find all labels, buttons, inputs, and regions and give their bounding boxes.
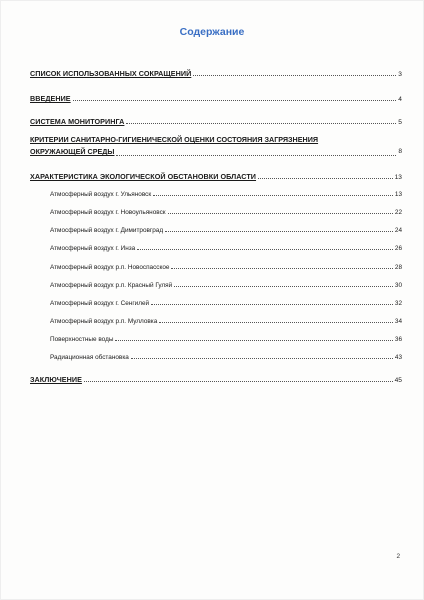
toc-entry-label-line1: КРИТЕРИИ САНИТАРНО-ГИГИЕНИЧЕСКОЙ ОЦЕНКИ СОСТОЯНИЯ ЗАГРЯЗНЕНИЯ [30,135,319,144]
toc-subentry-novoulyanovsk[interactable] [30,209,402,216]
toc-entry-label: Атмосферный воздух р.п. Красный Гуляй [50,282,173,289]
toc-entry-page: 13 [394,191,402,198]
toc-entry-page: 4 [398,96,402,103]
toc-entry-label: ХАРАКТЕРИСТИКА ЭКОЛОГИЧЕСКОЙ ОБСТАНОВКИ ОБЛАСТИ [30,172,257,181]
toc-entry-label: Радиационная обстановка [50,354,129,361]
dot-leader [73,99,397,101]
toc-entry-label-line2: ОКРУЖАЮЩЕЙ СРЕДЫ [30,147,115,156]
toc-entry-page: 22 [394,209,402,216]
toc-subentry-dimitrovgrad[interactable] [30,227,402,234]
toc-subentry-sengilei[interactable] [30,300,402,307]
toc-entry-label: Атмосферный воздух г. Инза [50,245,136,252]
toc-entry-label: Атмосферный воздух г. Новоульяновск [50,209,166,216]
toc-subentry-radiation[interactable] [30,354,402,361]
toc-entry-page: 26 [394,245,402,252]
dot-leader [168,212,393,214]
dot-leader [126,122,396,124]
toc-entry-label: СИСТЕМА МОНИТОРИНГА [30,117,125,126]
toc-entry-label: ЗАКЛЮЧЕНИЕ [30,375,82,384]
toc-entry-page: 24 [394,227,402,234]
toc-entry-page: 45 [394,377,402,384]
toc-subentry-krasny-gulyai[interactable] [30,282,402,289]
dot-leader [165,230,393,232]
toc-entry-page: 5 [398,119,402,126]
dot-leader [151,303,393,305]
toc-entry-criteria[interactable] [30,134,402,158]
toc-entry-label: Поверхностные воды [50,336,114,343]
toc-entry-ecology[interactable] [30,172,402,181]
toc-entry-page: 36 [394,336,402,343]
dot-leader [258,177,393,179]
dot-leader [171,267,392,269]
toc-subentry-surface-water[interactable] [30,336,402,343]
page-title: Содержание [179,26,245,38]
toc-entry-label: Атмосферный воздух г. Ульяновск [50,191,152,198]
toc-subentry-mullovka[interactable] [30,318,402,325]
toc-entry-label: ВВЕДЕНИЕ [30,94,71,103]
dot-leader [131,357,393,359]
dot-leader [115,339,392,341]
toc-entry-label: СПИСОК ИСПОЛЬЗОВАННЫХ СОКРАЩЕНИЙ [30,69,192,78]
toc-entry-page: 30 [394,282,402,289]
dot-leader [116,154,396,156]
dot-leader [159,321,393,323]
toc-subentry-novospasskoe[interactable] [30,264,402,271]
toc-entry-label: Атмосферный воздух р.п. Мулловка [50,318,158,325]
toc-entry-introduction[interactable] [30,94,402,103]
dot-leader [84,380,393,382]
toc-entry-page: 43 [394,354,402,361]
toc-entry-label: Атмосферный воздух р.п. Новоспасское [50,264,170,271]
toc-entry-page: 34 [394,318,402,325]
page-number: 2 [396,553,400,560]
toc-entry-page: 13 [394,174,402,181]
toc-subentry-inza[interactable] [30,245,402,252]
toc-entry-page: 32 [394,300,402,307]
dot-leader [193,74,396,76]
dot-leader [174,285,393,287]
toc-entry-conclusion[interactable] [30,375,402,384]
toc-entry-abbreviations[interactable] [30,69,402,78]
toc-subentry-ulyanovsk[interactable] [30,191,402,198]
toc-entry-monitoring-system[interactable] [30,117,402,126]
toc-entry-page: 28 [394,264,402,271]
dot-leader [153,194,393,196]
toc-entry-page: 3 [398,71,402,78]
toc-entry-label: Атмосферный воздух г. Сенгилей [50,300,150,307]
dot-leader [137,248,393,250]
toc-entry-label: Атмосферный воздух г. Димитровград [50,227,164,234]
toc-entry-page: 8 [398,148,402,155]
